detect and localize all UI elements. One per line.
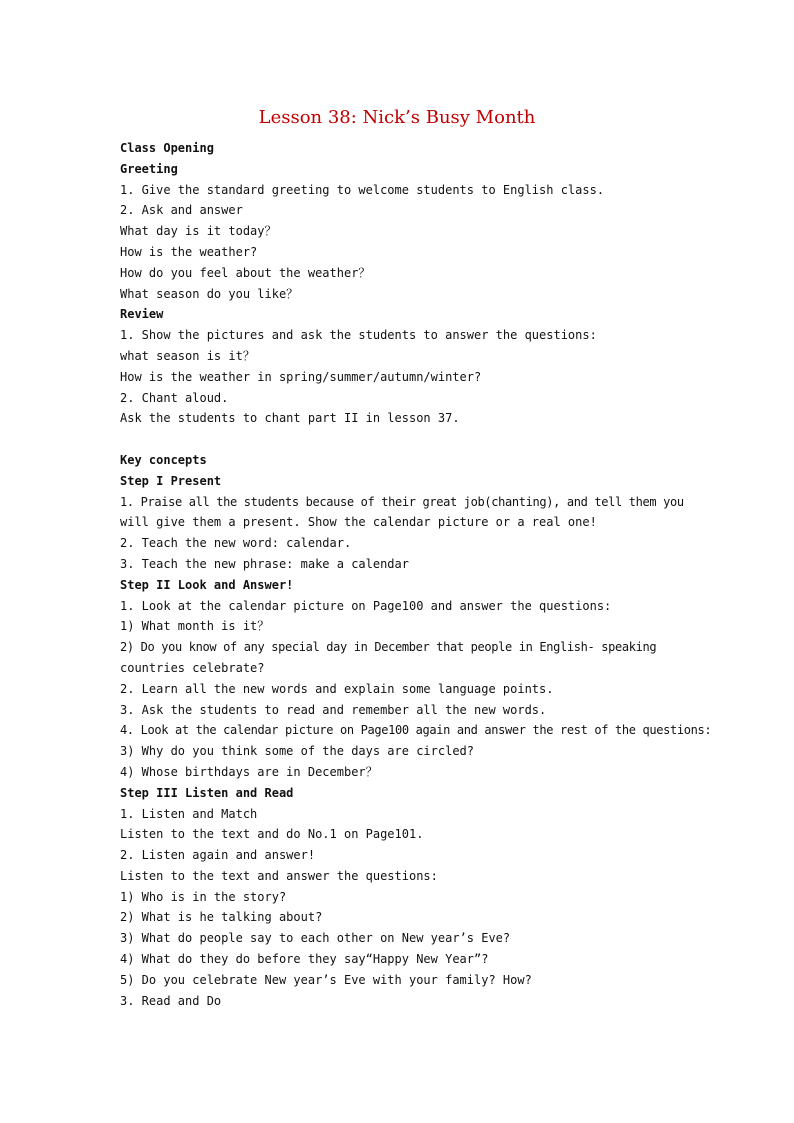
text-line: 4) Whose birthdays are in December？ <box>120 764 378 779</box>
text-line: 2. Ask and answer <box>120 203 243 218</box>
text-line: 4) What do they do before they say“Happy New Year”? <box>120 952 489 967</box>
text-line: 2) Do you know of any special day in December that people in English- speaking <box>120 640 657 655</box>
text-line: How do you feel about the weather？ <box>120 265 371 280</box>
section-heading: Greeting <box>120 161 178 176</box>
blank-line <box>120 429 680 450</box>
text-line: 1) Who is in the story? <box>120 889 287 904</box>
text-line: 2. Listen again and answer! <box>120 848 316 863</box>
text-line: 4. Look at the calendar picture on Page100 again and answer the rest of the questions: <box>120 723 712 738</box>
section-heading: Step II Look and Answer! <box>120 577 294 592</box>
text-line: 2. Learn all the new words and explain some language points. <box>120 681 554 696</box>
text-line: 1. Look at the calendar picture on Page100 and answer the questions: <box>120 598 612 613</box>
text-line: How is the weather in spring/summer/autumn/winter? <box>120 369 482 384</box>
text-line: will give them a present. Show the calendar picture or a real one! <box>120 515 597 530</box>
section-heading: Class Opening <box>120 141 214 155</box>
text-line: 2. Teach the new word: calendar. <box>120 536 352 551</box>
text-line: Ask the students to chant part II in lesson 37. <box>120 411 460 426</box>
text-line: 2) What is he talking about? <box>120 910 323 925</box>
text-line: 3) Why do you think some of the days are circled? <box>120 744 475 759</box>
text-line: 1. Listen and Match <box>120 806 258 821</box>
text-line: 3. Teach the new phrase: make a calendar <box>120 556 409 571</box>
text-line: 3) What do people say to each other on New year’s Eve? <box>120 931 511 946</box>
text-line: 1. Give the standard greeting to welcome students to English class. <box>120 182 605 197</box>
text-line: Listen to the text and do No.1 on Page101. <box>120 827 424 842</box>
text-line: countries celebrate? <box>120 660 265 675</box>
section-heading: Key concepts <box>120 452 207 467</box>
text-line: Listen to the text and answer the questions: <box>120 868 438 883</box>
text-line: 1. Show the pictures and ask the students to answer the questions: <box>120 328 597 343</box>
text-line: 3. Ask the students to read and remember all the new words. <box>120 702 547 717</box>
text-line: How is the weather? <box>120 244 258 259</box>
section-heading: Step I Present <box>120 473 222 488</box>
text-line: 1) What month is it？ <box>120 619 270 634</box>
lesson-content <box>120 138 712 1011</box>
page-title: Lesson 38: Nick’s Busy Month <box>258 107 536 128</box>
section-heading: Step III Listen and Read <box>120 785 294 800</box>
text-line: 2. Chant aloud. <box>120 390 229 405</box>
text-line: 5) Do you celebrate New year’s Eve with your family? How? <box>120 972 532 987</box>
text-line: 3. Read and Do <box>120 993 222 1008</box>
text-line: 1. Praise all the students because of their great job(chanting), and tell them you <box>120 494 684 509</box>
text-line: What day is it today？ <box>120 224 277 239</box>
text-line: What season do you like？ <box>120 286 299 301</box>
text-line: what season is it？ <box>120 348 255 363</box>
section-heading: Review <box>120 307 164 322</box>
